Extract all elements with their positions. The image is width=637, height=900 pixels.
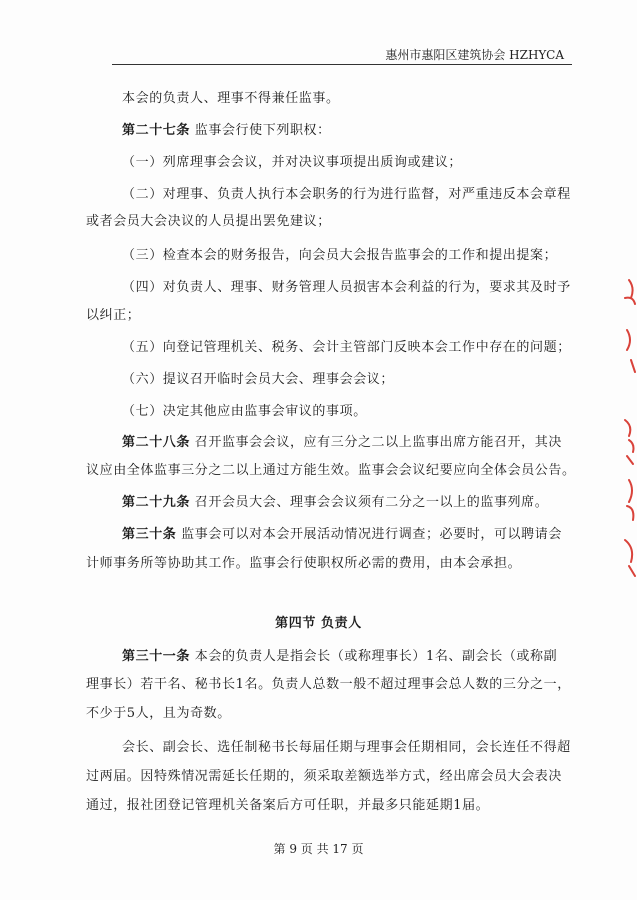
text-line: （三）检查本会的财务报告，向会员大会报告监事会的工作和提出提案； [122,248,558,263]
article-29: 第二十九条 召开会员大会、理事会会议须有二分之一以上的监事列席。 [122,495,549,510]
article-27: 第二十七条 监事会行使下列职权： [122,123,331,138]
text-line: （一）列席理事会会议，并对决议事项提出质询或建议； [122,155,463,170]
text-line: 本会的负责人、理事不得兼任监事。 [122,91,340,106]
text-line: 计师事务所等协助其工作。监事会行使职权所必需的费用，由本会承担。 [86,556,522,571]
header-rule [112,64,572,65]
text-line: （六）提议召开临时会员大会、理事会会议； [122,372,395,387]
seal-stamp-fragment [615,270,637,590]
text-line: 不少于5人，且为奇数。 [86,706,231,721]
article-30: 第三十条 监事会可以对本会开展活动情况进行调查；必要时，可以聘请会 [122,527,562,542]
article-number: 第二十九条 [122,495,191,510]
text-line: （五）向登记管理机关、税务、会计主管部门反映本会工作中存在的问题； [122,340,571,355]
text-line: （七）决定其他应由监事会审议的事项。 [122,404,367,419]
article-number: 第二十七条 [122,123,191,138]
text-line: 会长、副会长、选任制秘书长每届任期与理事会任期相同，会长连任不得超 [122,740,571,755]
seal-marks [625,280,635,576]
article-number: 第三十一条 [122,649,191,664]
text-line: 过两届。因特殊情况需延长任期的，须采取差额选举方式，经出席会员大会表决 [86,769,563,784]
text-line: 以纠正； [86,308,141,323]
section-heading: 第四节 负责人 [275,616,362,631]
text-line: 通过，报社团登记管理机关备案后方可任职，并最多只能延期1届。 [86,798,490,813]
text-line: 或者会员大会决议的人员提出罢免建议； [86,214,331,229]
text-line: （四）对负责人、理事、财务管理人员损害本会利益的行为，要求其及时予 [122,280,571,295]
article-28: 第二十八条 召开监事会会议，应有三分之二以上监事出席方能召开，其决 [122,435,562,450]
article-number: 第三十条 [122,527,177,542]
page-footer: 第 9 页 共 17 页 [273,842,364,856]
text-line: 议应由全体监事三分之二以上通过方能生效。监事会会议纪要应向全体会员公告。 [86,463,576,478]
article-number: 第二十八条 [122,435,191,450]
text-line: 理事长）若干名、秘书长1名。负责人总数一般不超过理事会总人数的三分之一， [86,677,571,692]
article-31: 第三十一条 本会的负责人是指会长（或称理事长）1名、副会长（或称副 [122,649,558,664]
page-header: 惠州市惠阳区建筑协会 HZHYCA [385,48,564,62]
text-line: （二）对理事、负责人执行本会职务的行为进行监督，对严重违反本会章程 [122,187,571,202]
